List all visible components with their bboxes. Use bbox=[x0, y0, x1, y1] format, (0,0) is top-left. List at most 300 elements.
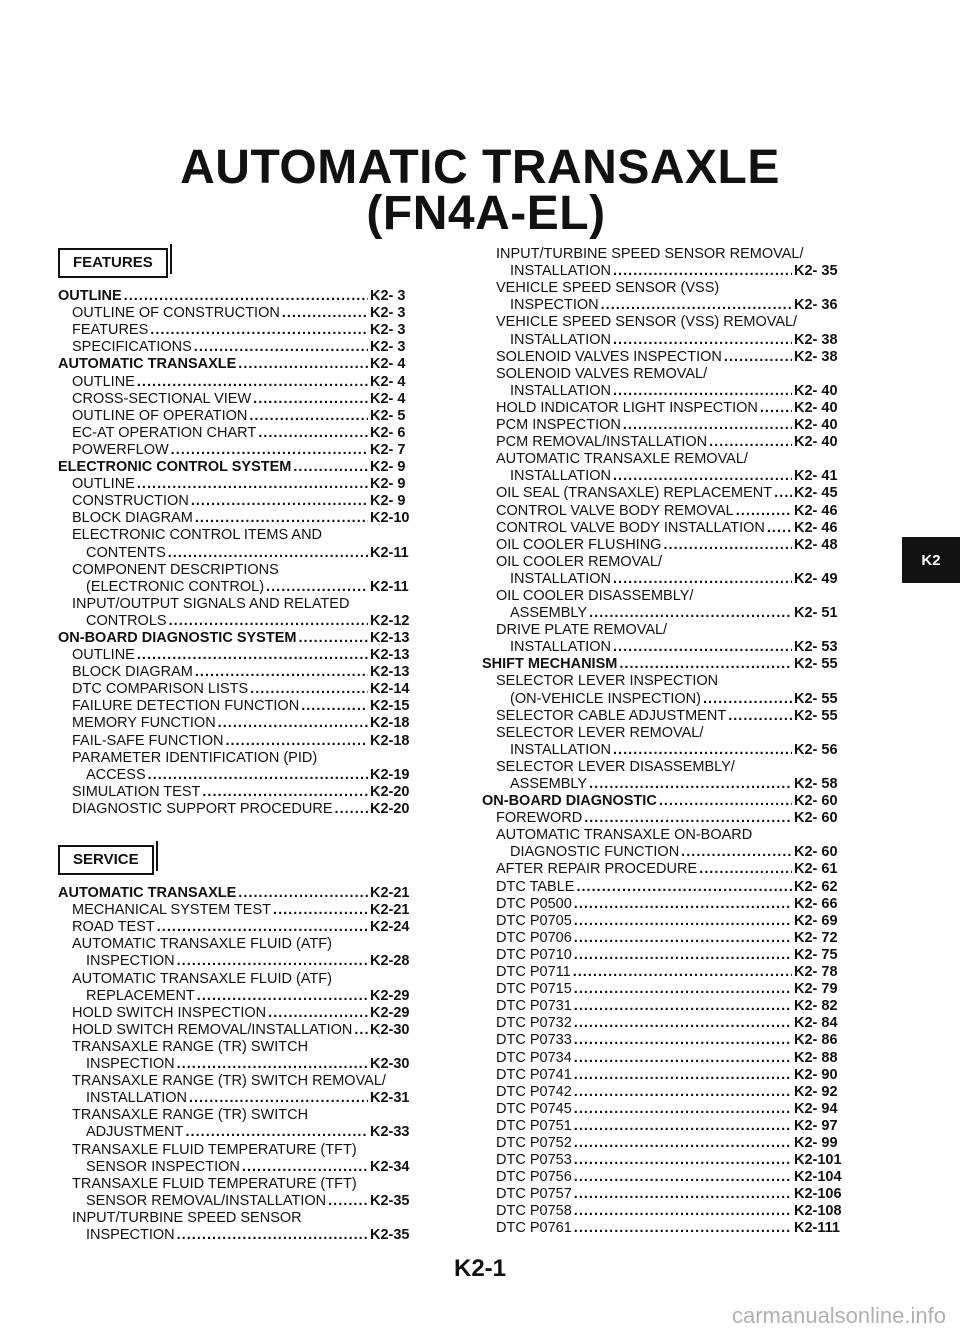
dot-leader bbox=[760, 400, 792, 417]
toc-entry-page: K2-111 bbox=[794, 1220, 840, 1237]
toc-entry bbox=[58, 885, 436, 902]
toc-entry bbox=[58, 1193, 436, 1210]
toc-entry bbox=[58, 1022, 436, 1039]
toc-entry bbox=[58, 408, 436, 425]
toc-entry bbox=[58, 698, 436, 715]
toc-entry-title: DTC P0758 bbox=[496, 1203, 572, 1220]
dot-leader bbox=[613, 383, 792, 400]
toc-entry-title: DRIVE PLATE REMOVAL/ bbox=[496, 622, 668, 639]
toc-entry bbox=[58, 647, 436, 664]
toc-entry-title: INSPECTION bbox=[510, 297, 599, 314]
page-title-line2: (FN4A-EL) bbox=[366, 187, 606, 240]
toc-entry-title: INSTALLATION bbox=[510, 570, 611, 587]
toc-entry-page: K2- 40 bbox=[794, 417, 838, 434]
toc-entry bbox=[58, 1073, 436, 1090]
toc-entry-page: K2-30 bbox=[370, 1056, 410, 1073]
toc-entry-title: TRANSAXLE FLUID TEMPERATURE (TFT) bbox=[72, 1141, 357, 1158]
dot-leader bbox=[242, 1159, 368, 1176]
dot-leader bbox=[137, 374, 368, 391]
toc-entry bbox=[482, 1135, 860, 1152]
dot-leader bbox=[574, 1186, 792, 1203]
toc-entry-title: SELECTOR LEVER REMOVAL/ bbox=[496, 724, 704, 741]
page-number: K2-1 bbox=[453, 1255, 507, 1282]
toc-entry-title: DIAGNOSTIC FUNCTION bbox=[510, 844, 680, 861]
toc-entry-title: ON-BOARD DIAGNOSTIC SYSTEM bbox=[58, 629, 297, 646]
dot-leader bbox=[137, 647, 368, 664]
toc-entry-title: DTC P0715 bbox=[496, 981, 572, 998]
toc-entry-title: DTC P0741 bbox=[496, 1066, 572, 1083]
toc-entry bbox=[482, 434, 860, 451]
dot-leader bbox=[148, 767, 368, 784]
dot-leader bbox=[681, 844, 792, 861]
toc-entry bbox=[482, 639, 860, 656]
toc-entry-page: K2- 41 bbox=[794, 468, 838, 485]
toc-entry-title: DTC P0500 bbox=[496, 895, 572, 912]
toc-entry-title: INPUT/OUTPUT SIGNALS AND RELATED bbox=[72, 595, 350, 612]
toc-entry-title: BLOCK DIAGRAM bbox=[72, 664, 193, 681]
toc-entry-title: CONSTRUCTION bbox=[72, 493, 189, 510]
dot-leader bbox=[574, 1084, 792, 1101]
toc-entry-page: K2- 75 bbox=[794, 946, 838, 963]
toc-entry-page: K2-106 bbox=[794, 1186, 842, 1203]
toc-entry-title: HOLD INDICATOR LIGHT INSPECTION bbox=[496, 399, 758, 416]
toc-entry-title: AUTOMATIC TRANSAXLE FLUID (ATF) bbox=[72, 936, 332, 953]
toc-entry bbox=[58, 596, 436, 613]
page-title-line1: AUTOMATIC TRANSAXLE bbox=[180, 141, 780, 194]
dot-leader bbox=[354, 1022, 368, 1039]
dot-leader bbox=[767, 520, 792, 537]
dot-leader bbox=[301, 698, 368, 715]
toc-entry bbox=[58, 544, 436, 561]
toc-entry-title: INSTALLATION bbox=[510, 331, 611, 348]
toc-entry-title: DTC P0753 bbox=[496, 1152, 572, 1169]
toc-entry-page: K2- 3 bbox=[370, 339, 406, 356]
toc-entry bbox=[482, 998, 860, 1015]
toc-entry-title: ELECTRONIC CONTROL ITEMS AND bbox=[72, 527, 323, 544]
toc-entry bbox=[58, 630, 436, 647]
toc-entry-title: HOLD SWITCH REMOVAL/INSTALLATION bbox=[72, 1021, 353, 1038]
toc-entry-page: K2- 36 bbox=[794, 297, 838, 314]
dot-leader bbox=[266, 579, 368, 596]
toc-entry-title: OIL COOLER FLUSHING bbox=[496, 536, 662, 553]
toc-entry-title: ACCESS bbox=[86, 766, 146, 783]
dot-leader bbox=[225, 733, 368, 750]
toc-entry-title: MEMORY FUNCTION bbox=[72, 715, 216, 732]
toc-entry bbox=[58, 305, 436, 322]
toc-entry-title: OUTLINE bbox=[58, 288, 122, 305]
toc-entry-page: K2- 5 bbox=[370, 407, 406, 424]
toc-entry-title: PCM INSPECTION bbox=[496, 417, 621, 434]
toc-entry-title: PARAMETER IDENTIFICATION (PID) bbox=[72, 749, 318, 766]
toc-entry bbox=[58, 425, 436, 442]
toc-entry-page: K2-24 bbox=[370, 919, 410, 936]
toc-entry-title: DTC P0705 bbox=[496, 912, 572, 929]
dot-leader bbox=[177, 953, 368, 970]
toc-entry-title: BLOCK DIAGRAM bbox=[72, 510, 193, 527]
toc-entry bbox=[482, 1032, 860, 1049]
dot-leader bbox=[273, 902, 368, 919]
toc-entry bbox=[482, 913, 860, 930]
toc-entry-page: K2- 4 bbox=[370, 390, 406, 407]
toc-entry-page: K2- 38 bbox=[794, 331, 838, 348]
toc-entry-page: K2-34 bbox=[370, 1158, 410, 1175]
toc-entry-title: DTC P0756 bbox=[496, 1169, 572, 1186]
toc-entry bbox=[482, 947, 860, 964]
toc-entry-title: OUTLINE bbox=[72, 476, 135, 493]
toc-entry-title: SHIFT MECHANISM bbox=[482, 656, 618, 673]
toc-entry bbox=[482, 331, 860, 348]
dot-leader bbox=[613, 742, 792, 759]
toc-entry bbox=[482, 1203, 860, 1220]
toc-entry-title: DTC P0710 bbox=[496, 946, 572, 963]
toc-entry-title: FEATURES bbox=[72, 322, 149, 339]
dot-leader bbox=[177, 1227, 368, 1244]
toc-entry-title: OIL COOLER DISASSEMBLY/ bbox=[496, 587, 694, 604]
toc-entry-title: DTC P0752 bbox=[496, 1134, 572, 1151]
toc-entry-page: K2-12 bbox=[370, 612, 410, 629]
toc-entry-title: CONTROL VALVE BODY INSTALLATION bbox=[496, 519, 765, 536]
toc-entry-page: K2- 9 bbox=[370, 476, 406, 493]
dot-leader bbox=[573, 964, 792, 981]
toc-entry-page: K2- 48 bbox=[794, 536, 838, 553]
dot-leader bbox=[613, 639, 792, 656]
dot-leader bbox=[293, 459, 368, 476]
toc-entry bbox=[482, 1015, 860, 1032]
toc-entry-title: TRANSAXLE RANGE (TR) SWITCH bbox=[72, 1107, 309, 1124]
dot-leader bbox=[574, 1101, 792, 1118]
toc-entry-page: K2- 51 bbox=[794, 605, 838, 622]
dot-leader bbox=[601, 297, 792, 314]
toc-entry-page: K2- 40 bbox=[794, 382, 838, 399]
toc-entry-page: K2- 3 bbox=[370, 288, 406, 305]
toc-entry-page: K2- 38 bbox=[794, 348, 838, 365]
dot-leader bbox=[253, 391, 368, 408]
toc-entry bbox=[482, 1152, 860, 1169]
toc-entry-title: CONTENTS bbox=[86, 544, 166, 561]
dot-leader bbox=[736, 503, 792, 520]
dot-leader bbox=[574, 1050, 792, 1067]
toc-entry-page: K2-104 bbox=[794, 1169, 842, 1186]
dot-leader bbox=[613, 263, 792, 280]
dot-leader bbox=[659, 793, 792, 810]
toc-entry-page: K2-108 bbox=[794, 1203, 842, 1220]
dot-leader bbox=[177, 1056, 368, 1073]
toc-entry-page: K2-13 bbox=[370, 664, 410, 681]
toc-entry bbox=[482, 725, 860, 742]
toc-entry-title: DTC P0711 bbox=[496, 964, 571, 981]
toc-entry bbox=[482, 571, 860, 588]
toc-entry-title: AUTOMATIC TRANSAXLE REMOVAL/ bbox=[496, 451, 748, 468]
toc-entry-title: TRANSAXLE RANGE (TR) SWITCH REMOVAL/ bbox=[72, 1073, 386, 1090]
toc-entry bbox=[482, 930, 860, 947]
toc-entry-page: K2- 45 bbox=[794, 485, 838, 502]
toc-entry-title: ON-BOARD DIAGNOSTIC bbox=[482, 793, 657, 810]
toc-entry bbox=[58, 953, 436, 970]
toc-entry-title: (ELECTRONIC CONTROL) bbox=[86, 578, 265, 595]
toc-entry bbox=[482, 280, 860, 297]
toc-entry-page: K2- 88 bbox=[794, 1049, 838, 1066]
toc-entry-title: AFTER REPAIR PROCEDURE bbox=[496, 861, 698, 878]
toc-entry-title: CONTROL VALVE BODY REMOVAL bbox=[496, 502, 734, 519]
dot-leader bbox=[197, 988, 368, 1005]
toc-entry bbox=[482, 964, 860, 981]
toc-features-list bbox=[58, 288, 436, 818]
toc-entry bbox=[482, 690, 860, 707]
toc-entry bbox=[482, 861, 860, 878]
toc-entry-title: SPECIFICATIONS bbox=[72, 339, 192, 356]
dot-leader bbox=[574, 981, 792, 998]
toc-entry-page: K2-33 bbox=[370, 1124, 410, 1141]
toc-entry bbox=[482, 1067, 860, 1084]
toc-entry bbox=[58, 970, 436, 987]
dot-leader bbox=[574, 896, 792, 913]
toc-entry-title: AUTOMATIC TRANSAXLE FLUID (ATF) bbox=[72, 970, 332, 987]
dot-leader bbox=[249, 408, 368, 425]
dot-leader bbox=[574, 1118, 792, 1135]
dot-leader bbox=[137, 476, 368, 493]
toc-entry-page: K2- 55 bbox=[794, 656, 838, 673]
toc-entry bbox=[482, 896, 860, 913]
toc-entry bbox=[58, 288, 436, 305]
toc-entry-title: VEHICLE SPEED SENSOR (VSS) REMOVAL/ bbox=[496, 314, 798, 331]
toc-entry-title: OIL COOLER REMOVAL/ bbox=[496, 553, 662, 570]
toc-entry-page: K2- 7 bbox=[370, 441, 406, 458]
dot-leader bbox=[584, 810, 792, 827]
toc-entry-page: K2- 40 bbox=[794, 399, 838, 416]
dot-leader bbox=[328, 1193, 368, 1210]
toc-entry bbox=[58, 1039, 436, 1056]
toc-entry bbox=[58, 919, 436, 936]
toc-entry bbox=[482, 622, 860, 639]
toc-entry-page: K2- 78 bbox=[794, 964, 838, 981]
toc-entry bbox=[482, 776, 860, 793]
toc-entry-page: K2-15 bbox=[370, 698, 410, 715]
dot-leader bbox=[238, 356, 368, 373]
toc-entry bbox=[58, 476, 436, 493]
toc-entry bbox=[58, 1056, 436, 1073]
dot-leader bbox=[574, 1015, 792, 1032]
dot-leader bbox=[574, 1203, 792, 1220]
dot-leader bbox=[282, 305, 368, 322]
toc-entry bbox=[482, 878, 860, 895]
toc-entry-title: AUTOMATIC TRANSAXLE bbox=[58, 885, 237, 902]
dot-leader bbox=[576, 879, 792, 896]
toc-entry-title: ROAD TEST bbox=[72, 919, 155, 936]
dot-leader bbox=[218, 715, 368, 732]
toc-entry-page: K2- 4 bbox=[370, 373, 406, 390]
toc-entry-title: DTC COMPARISON LISTS bbox=[72, 681, 249, 698]
toc-entry-title: DTC P0745 bbox=[496, 1100, 572, 1117]
toc-entry bbox=[58, 902, 436, 919]
toc-entry-title: ELECTRONIC CONTROL SYSTEM bbox=[58, 459, 292, 476]
toc-entry bbox=[58, 1005, 436, 1022]
toc-entry-page: K2- 49 bbox=[794, 570, 838, 587]
toc-entry bbox=[58, 732, 436, 749]
dot-leader bbox=[168, 545, 368, 562]
toc-entry-title: DTC P0757 bbox=[496, 1186, 572, 1203]
toc-entry-page: K2-30 bbox=[370, 1021, 410, 1038]
toc-entry bbox=[482, 1118, 860, 1135]
toc-entry-title: ASSEMBLY bbox=[510, 605, 588, 622]
toc-entry bbox=[482, 485, 860, 502]
toc-entry bbox=[58, 391, 436, 408]
toc-entry-title: TRANSAXLE RANGE (TR) SWITCH bbox=[72, 1038, 309, 1055]
section-label-service: SERVICE bbox=[58, 845, 154, 875]
dot-leader bbox=[589, 605, 792, 622]
toc-entry-page: K2- 40 bbox=[794, 434, 838, 451]
toc-entry bbox=[58, 562, 436, 579]
toc-entry-page: K2- 60 bbox=[794, 844, 838, 861]
toc-entry bbox=[482, 400, 860, 417]
toc-entry bbox=[482, 451, 860, 468]
toc-entry bbox=[482, 810, 860, 827]
toc-entry-page: K2- 4 bbox=[370, 356, 406, 373]
toc-entry-title: TRANSAXLE FLUID TEMPERATURE (TFT) bbox=[72, 1175, 357, 1192]
dot-leader bbox=[574, 1067, 792, 1084]
dot-leader bbox=[574, 1152, 792, 1169]
toc-entry-page: K2-35 bbox=[370, 1226, 410, 1243]
toc-entry-title: PCM REMOVAL/INSTALLATION bbox=[496, 434, 708, 451]
dot-leader bbox=[124, 288, 368, 305]
toc-entry bbox=[58, 988, 436, 1005]
toc-entry bbox=[58, 510, 436, 527]
toc-entry-title: SELECTOR LEVER INSPECTION bbox=[496, 673, 719, 690]
toc-entry-page: K2- 66 bbox=[794, 895, 838, 912]
toc-entry bbox=[58, 715, 436, 732]
toc-entry-title: INPUT/TURBINE SPEED SENSOR bbox=[72, 1209, 302, 1226]
dot-leader bbox=[574, 930, 792, 947]
toc-entry-title: ASSEMBLY bbox=[510, 776, 588, 792]
toc-entry-title: EC-AT OPERATION CHART bbox=[72, 424, 257, 441]
toc-entry-page: K2- 86 bbox=[794, 1032, 838, 1049]
dot-leader bbox=[169, 613, 368, 630]
toc-entry bbox=[482, 520, 860, 537]
dot-leader bbox=[191, 493, 368, 510]
toc-entry-title: ADJUSTMENT bbox=[86, 1124, 184, 1141]
dot-leader bbox=[574, 998, 792, 1015]
toc-entry-page: K2- 72 bbox=[794, 929, 838, 946]
toc-entry-page: K2- 94 bbox=[794, 1100, 838, 1117]
toc-entry-title: FAILURE DETECTION FUNCTION bbox=[72, 698, 300, 715]
toc-entry-page: K2- 55 bbox=[794, 707, 838, 724]
toc-entry-page: K2-35 bbox=[370, 1192, 410, 1209]
toc-entry-page: K2- 46 bbox=[794, 519, 838, 536]
toc-entry bbox=[482, 759, 860, 776]
toc-entry-page: K2- 60 bbox=[794, 793, 838, 810]
toc-entry-page: K2- 69 bbox=[794, 912, 838, 929]
toc-entry bbox=[482, 673, 860, 690]
toc-entry-title: OIL SEAL (TRANSAXLE) REPLACEMENT bbox=[496, 485, 773, 502]
toc-entry-title: SOLENOID VALVES REMOVAL/ bbox=[496, 365, 708, 382]
toc-entry-page: K2-18 bbox=[370, 732, 410, 749]
toc-entry-page: K2-31 bbox=[370, 1090, 410, 1107]
toc-entry-page: K2- 84 bbox=[794, 1015, 838, 1032]
toc-entry bbox=[482, 981, 860, 998]
dot-leader bbox=[157, 919, 368, 936]
toc-entry-page: K2- 82 bbox=[794, 998, 838, 1015]
dot-leader bbox=[195, 510, 368, 527]
toc-entry-title: COMPONENT DESCRIPTIONS bbox=[72, 561, 279, 578]
toc-entry bbox=[482, 554, 860, 571]
toc-entry-page: K2- 9 bbox=[370, 459, 406, 476]
toc-entry bbox=[58, 664, 436, 681]
dot-leader bbox=[185, 1124, 368, 1141]
toc-entry bbox=[482, 246, 860, 263]
toc-entry-page: K2-11 bbox=[370, 578, 409, 595]
toc-entry bbox=[482, 468, 860, 485]
toc-entry-title: DTC P0742 bbox=[496, 1083, 572, 1100]
dot-leader bbox=[250, 681, 368, 698]
toc-entry bbox=[58, 579, 436, 596]
toc-entry-title: REPLACEMENT bbox=[86, 987, 195, 1004]
toc-entry-page: K2- 6 bbox=[370, 424, 406, 441]
toc-entry-page: K2-10 bbox=[370, 510, 410, 527]
toc-entry bbox=[482, 502, 860, 519]
toc-entry-title: CONTROLS bbox=[86, 612, 167, 629]
toc-entry-title: INSTALLATION bbox=[86, 1090, 187, 1107]
toc-entry-page: K2- 56 bbox=[794, 741, 838, 758]
toc-entry bbox=[58, 1090, 436, 1107]
toc-entry-title: DTC TABLE bbox=[496, 878, 575, 895]
toc-entry bbox=[58, 493, 436, 510]
toc-entry-page: K2-20 bbox=[370, 800, 410, 817]
toc-entry-title: INSTALLATION bbox=[510, 468, 611, 485]
toc-entry-page: K2-20 bbox=[370, 783, 410, 800]
dot-leader bbox=[623, 417, 792, 434]
toc-entry-title: INSPECTION bbox=[86, 1226, 175, 1243]
toc-entry-page: K2- 61 bbox=[794, 861, 838, 878]
toc-entry-title: OUTLINE bbox=[72, 647, 135, 664]
toc-entry bbox=[58, 1159, 436, 1176]
toc-entry bbox=[58, 1124, 436, 1141]
dot-leader bbox=[171, 442, 368, 459]
toc-entry bbox=[482, 1169, 860, 1186]
dot-leader bbox=[728, 708, 792, 725]
toc-entry bbox=[58, 1107, 436, 1124]
toc-entry-page: K2-14 bbox=[370, 681, 410, 698]
toc-entry-title: AUTOMATIC TRANSAXLE ON-BOARD bbox=[496, 827, 753, 844]
dot-leader bbox=[774, 485, 792, 502]
toc-entry bbox=[58, 1176, 436, 1193]
dot-leader bbox=[189, 1090, 368, 1107]
dot-leader bbox=[663, 537, 792, 554]
toc-entry-page: K2- 35 bbox=[794, 263, 838, 280]
toc-entry-title: POWERFLOW bbox=[72, 441, 169, 458]
toc-entry-title: OUTLINE bbox=[72, 373, 135, 390]
dot-leader bbox=[574, 947, 792, 964]
toc-entry-page: K2-29 bbox=[370, 987, 410, 1004]
toc-entry-title: DTC P0731 bbox=[496, 998, 572, 1015]
toc-entry bbox=[58, 784, 436, 801]
dot-leader bbox=[574, 913, 792, 930]
toc-entry-title: SELECTOR LEVER DISASSEMBLY/ bbox=[496, 758, 735, 775]
watermark: carmanualsonline.info bbox=[731, 1303, 946, 1328]
toc-entry bbox=[58, 750, 436, 767]
toc-entry-title: SELECTOR CABLE ADJUSTMENT bbox=[496, 707, 727, 724]
toc-entry bbox=[482, 742, 860, 759]
toc-entry bbox=[482, 844, 860, 861]
toc-entry bbox=[58, 373, 436, 390]
toc-entry bbox=[482, 605, 860, 622]
toc-entry-page: K2- 62 bbox=[794, 878, 838, 895]
toc-entry bbox=[482, 1084, 860, 1101]
dot-leader bbox=[699, 861, 792, 878]
toc-entry bbox=[58, 442, 436, 459]
toc-entry-page: K2- 90 bbox=[794, 1066, 838, 1083]
toc-entry-page: K2-21 bbox=[370, 902, 410, 919]
toc-entry bbox=[58, 322, 436, 339]
toc-entry bbox=[482, 656, 860, 673]
